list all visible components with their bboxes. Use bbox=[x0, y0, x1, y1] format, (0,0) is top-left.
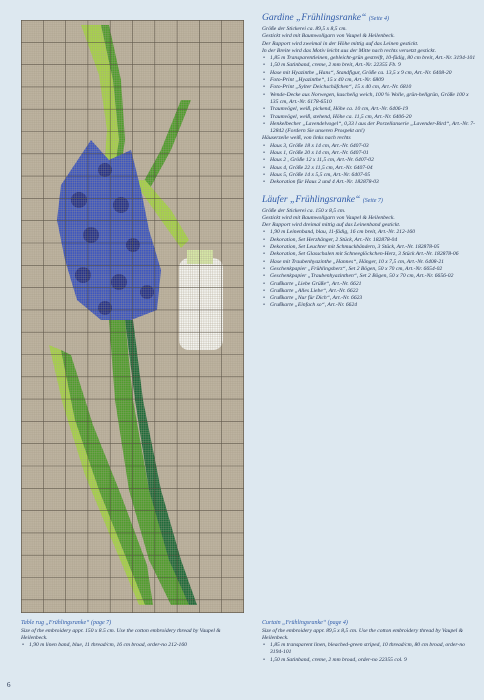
houses-intro: Häuserzeile weiß, von links nach rechts bbox=[262, 135, 351, 142]
section-runner-title: Läufer „Frühlingsranke“ (Seite 7) bbox=[262, 193, 383, 205]
intro-line: Größe der Stickerei ca. 89,5 x 8,5 cm. bbox=[262, 26, 347, 32]
section-runner-list bbox=[262, 229, 476, 309]
english-curtain-title: Curtain „Frühlingsranke“ (page 4) bbox=[262, 620, 348, 626]
intro-line: Der Rapport wird zweimal in der Höhe mittig auf das Leinen gestickt. bbox=[262, 40, 419, 47]
list-item: • Dekoration, Set Herzhänger, 2 Stück, Art.-Nr. 182878-04 bbox=[262, 237, 476, 244]
list-item: • Grußkarte „Liebe Grüße“, Art.-Nr. 6621 bbox=[262, 281, 476, 288]
list-item: • Dekoration für Haus 2 und 4 Art.-Nr. 182878-03 bbox=[262, 179, 476, 186]
list-item: • Foto-Print „Sylter Deichschäfchen“, 15 x 40 cm, Art.-Nr. 6810 bbox=[262, 84, 476, 91]
section-runner-intro bbox=[262, 208, 476, 230]
intro-line: In der Breite wird das Motiv leicht aus der Mitte nach rechts versetzt gestickt. bbox=[262, 47, 436, 54]
list-item: • Grußkarte „Alles Liebe“, Art.-Nr. 6622 bbox=[262, 288, 476, 295]
list-item: • Geschenkpapier „Traubenhyazinthen“, Set 2 Bögen, 50 x 70 cm, Art.-Nr. 6656-02 bbox=[262, 273, 476, 280]
english-table-rug-title: Table rug „Frühlingsranke“ (page 7) bbox=[21, 620, 112, 626]
list-item: • Geschenkpapier „Frühlingsherz“, Set 2 Bögen, 50 x 70 cm, Art.-Nr. 6654-02 bbox=[262, 266, 476, 273]
list-item: • Grußkarte „Nur für Dich“, Art.-Nr. 6623 bbox=[262, 295, 476, 302]
list-item: • Henkelbecher „Lavendelvogel“, 0,33 l aus der Porzellanserie „Lavender-Bird“, Art.-Nr. 7-12842 (Fordern Sie unseren Prospekt an!) bbox=[262, 121, 476, 136]
intro-line: Gestickt wird mit Baumwollgarn von Vaupel & Heilenbeck. bbox=[262, 214, 395, 221]
list-item: • 1,90 m Leinenband, blau, 11-fädig, 16 cm breit, Art.-Nr. 212-160 bbox=[262, 229, 476, 236]
list-item: • Haus 4, Größe 22 x 11,5 cm, Art.-Nr. 6407-04 bbox=[262, 165, 476, 172]
list-item: • Traumvögel, weiß, stehend, Höhe ca. 11,5 cm, Art.-Nr. 6406-20 bbox=[262, 114, 476, 121]
section-curtain-list bbox=[262, 55, 476, 135]
list-item: • Haus 5, Größe 14 x 5,5 cm, Art.-Nr. 6407-05 bbox=[262, 172, 476, 179]
list-item: • 1,90 m linen band, blue, 11 thread/cm, 16 cm broad, order-no 212-160 bbox=[21, 642, 243, 649]
list-item: • Haus 3, Größe 18 x 14 cm, Art.-Nr. 6407-03 bbox=[262, 143, 476, 150]
list-item: • 1,85 m Transparentleinen, gebleicht-grün gestreift, 10-fädig, 80 cm breit, Art.-Nr. 3194-101 bbox=[262, 55, 476, 62]
page-number: 6 bbox=[7, 681, 11, 689]
list-item: • Dekoration, Set Leuchter mit Schmuckbändern, 3 Stück, Art.-Nr. 182878-05 bbox=[262, 244, 476, 251]
intro-line: Gestickt wird mit Baumwollgarn von Vaupel & Heilenbeck. bbox=[262, 33, 395, 40]
list-item: • Foto-Print „Hyazinthe“, 15 x 40 cm, Art.-Nr. 6809 bbox=[262, 77, 476, 84]
cross-stitch-chart bbox=[21, 20, 244, 613]
intro-line: Der Rapport wird dreimal mittig auf das Leinenband gestickt. bbox=[262, 222, 401, 229]
english-curtain bbox=[262, 620, 476, 664]
list-item: • Wende-Decke aus Norwegen, kuschelig weich, 100 % Wolle, grün-hellgrün, Größe 100 x 135 cm, Art.-Nr. 6178-6510 bbox=[262, 92, 476, 107]
intro-line: Size of the embroidery appr. 150 x 8.5 cm. Use the cotton embroidery thread by Vaupel & Heilenbeck. bbox=[21, 627, 221, 641]
list-item: • 1,85 m transparent linen, bleached-green striped, 10 thread/cm, 80 cm broad, order-no 3194-101 bbox=[262, 642, 476, 657]
list-item: • Hase mit Traubenhyazinthe „Hannes“, Hänger, 10 x 7,5 cm, Art.-Nr. 6408-21 bbox=[262, 259, 476, 266]
section-curtain-intro bbox=[262, 26, 476, 55]
intro-line: Größe der Stickerei ca. 150 x 8,5 cm. bbox=[262, 207, 346, 214]
list-item: • 1,50 m Satinband, creme, 2 mm breit, Art.-Nr. 22355 Fb. 9 bbox=[262, 62, 476, 69]
materials-column bbox=[262, 12, 476, 310]
english-table-rug bbox=[21, 620, 243, 649]
list-item: • Grußkarte „Einfach so“, Art.-Nr. 6624 bbox=[262, 302, 476, 309]
list-item: • Haus 1, Größe 20 x 14 cm, Art.-Nr. 6407-01 bbox=[262, 150, 476, 157]
houses-list bbox=[262, 143, 476, 187]
intro-line: Size of the embroidery appr. 89,5 x 8,5 cm. Use the cotton embroidery thread by Vaupel & Heilenbeck. bbox=[262, 627, 464, 641]
section-curtain-title: Gardine „Frühlingsranke“ (Seite 4) bbox=[262, 12, 389, 23]
list-item: • Dekoration, Set Glasschalen mit Schneeglöckchen-Herz, 3 Stück Art.-Nr. 182878-06 bbox=[262, 251, 476, 258]
list-item: • 1,50 m Satinband, creme, 2 mm broad, order-no 22355 col. 9 bbox=[262, 657, 476, 664]
list-item: • Traumvögel, weiß, pickend, Höhe ca. 10 cm, Art.-Nr. 6406-19 bbox=[262, 106, 476, 113]
list-item: • Hase mit Hyazinthe „Hans“, Standfigur, Größe ca. 13,5 x 9 cm, Art.-Nr. 6408-20 bbox=[262, 70, 476, 77]
list-item: • Haus 2 , Größe 12 x 11,5 cm, Art.-Nr. 6407-02 bbox=[262, 157, 476, 164]
